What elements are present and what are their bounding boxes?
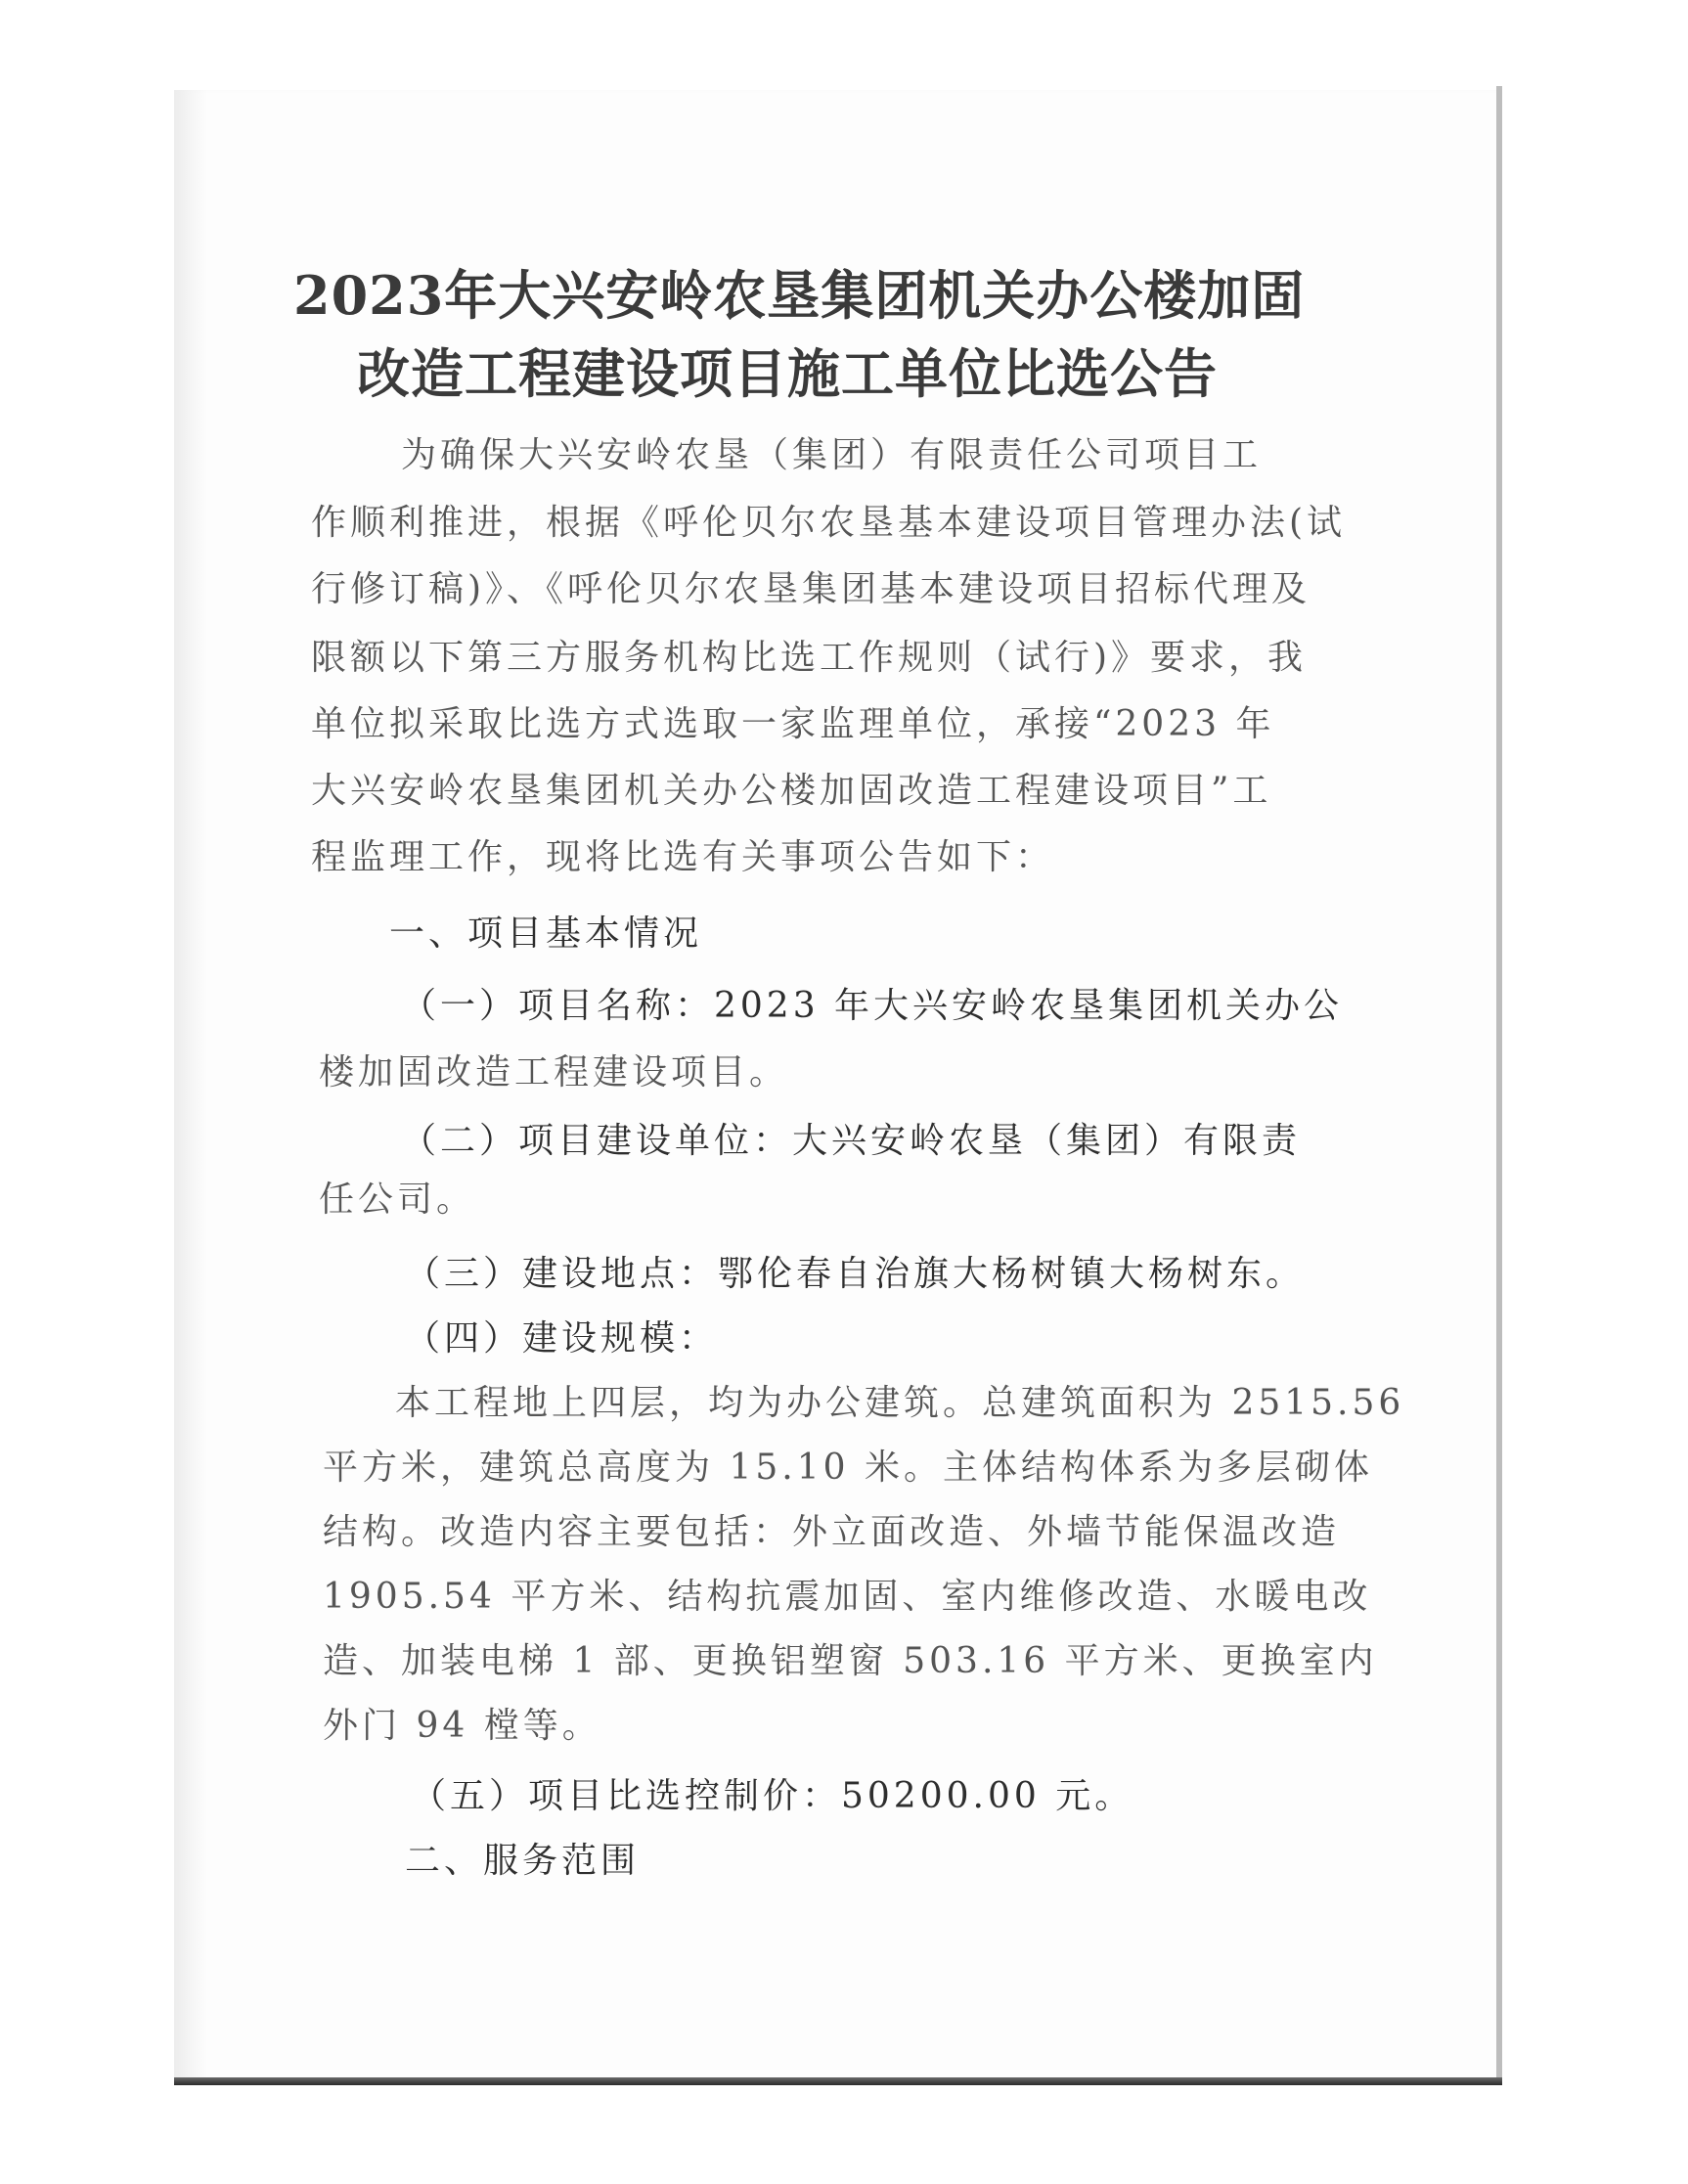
item-4-heading: （四）建设规模： bbox=[405, 1318, 719, 1359]
item-4-line-6: 外门 94 樘等。 bbox=[323, 1706, 601, 1746]
intro-line-6: 大兴安岭农垦集团机关办公楼加固改造工程建设项目”工 bbox=[311, 771, 1272, 811]
item-4-line-1: 本工程地上四层，均为办公建筑。总建筑面积为 2515.56 bbox=[395, 1383, 1405, 1423]
item-4-line-5: 造、加装电梯 1 部、更换铝塑窗 503.16 平方米、更换室内 bbox=[323, 1641, 1378, 1681]
item-5-line: （五）项目比选控制价：50200.00 元。 bbox=[411, 1776, 1134, 1816]
paper-edge-bottom bbox=[174, 2077, 1502, 2085]
item-4-line-2: 平方米，建筑总高度为 15.10 米。主体结构体系为多层砌体 bbox=[323, 1448, 1373, 1488]
intro-line-4: 限额以下第三方服务机构比选工作规则（试行)》要求，我 bbox=[311, 638, 1308, 678]
title-line-1: 2023年大兴安岭农垦集团机关办公楼加固 bbox=[293, 264, 1306, 327]
section-1-heading: 一、项目基本情况 bbox=[389, 914, 703, 954]
document-title bbox=[293, 256, 1306, 413]
item-4-line-4: 1905.54 平方米、结构抗震加固、室内维修改造、水暖电改 bbox=[323, 1577, 1372, 1617]
item-2-line-2: 任公司。 bbox=[319, 1180, 476, 1220]
section-2-heading: 二、服务范围 bbox=[405, 1841, 641, 1881]
item-3-line: （三）建设地点：鄂伦春自治旗大杨树镇大杨树东。 bbox=[405, 1254, 1306, 1294]
title-line-2: 改造工程建设项目施工单位比选公告 bbox=[357, 342, 1218, 405]
item-2-line-1: （二）项目建设单位：大兴安岭农垦（集团）有限责 bbox=[401, 1121, 1302, 1161]
item-1-line-2: 楼加固改造工程建设项目。 bbox=[319, 1052, 789, 1092]
item-4-line-3: 结构。改造内容主要包括：外立面改造、外墙节能保温改造 bbox=[323, 1512, 1341, 1552]
intro-line-1: 为确保大兴安岭农垦（集团）有限责任公司项目工 bbox=[401, 435, 1263, 475]
paper-shadow-left bbox=[174, 90, 207, 2081]
paper-edge-right bbox=[1496, 86, 1502, 2085]
item-1-line-1: （一）项目名称：2023 年大兴安岭农垦集团机关办公 bbox=[401, 986, 1344, 1026]
intro-line-7: 程监理工作，现将比选有关事项公告如下： bbox=[311, 837, 1055, 877]
intro-line-3: 行修订稿)》、《呼伦贝尔农垦集团基本建设项目招标代理及 bbox=[311, 569, 1311, 609]
intro-line-2: 作顺利推进，根据《呼伦贝尔农垦基本建设项目管理办法(试 bbox=[311, 503, 1347, 543]
intro-line-5: 单位拟采取比选方式选取一家监理单位，承接“2023 年 bbox=[311, 704, 1275, 744]
